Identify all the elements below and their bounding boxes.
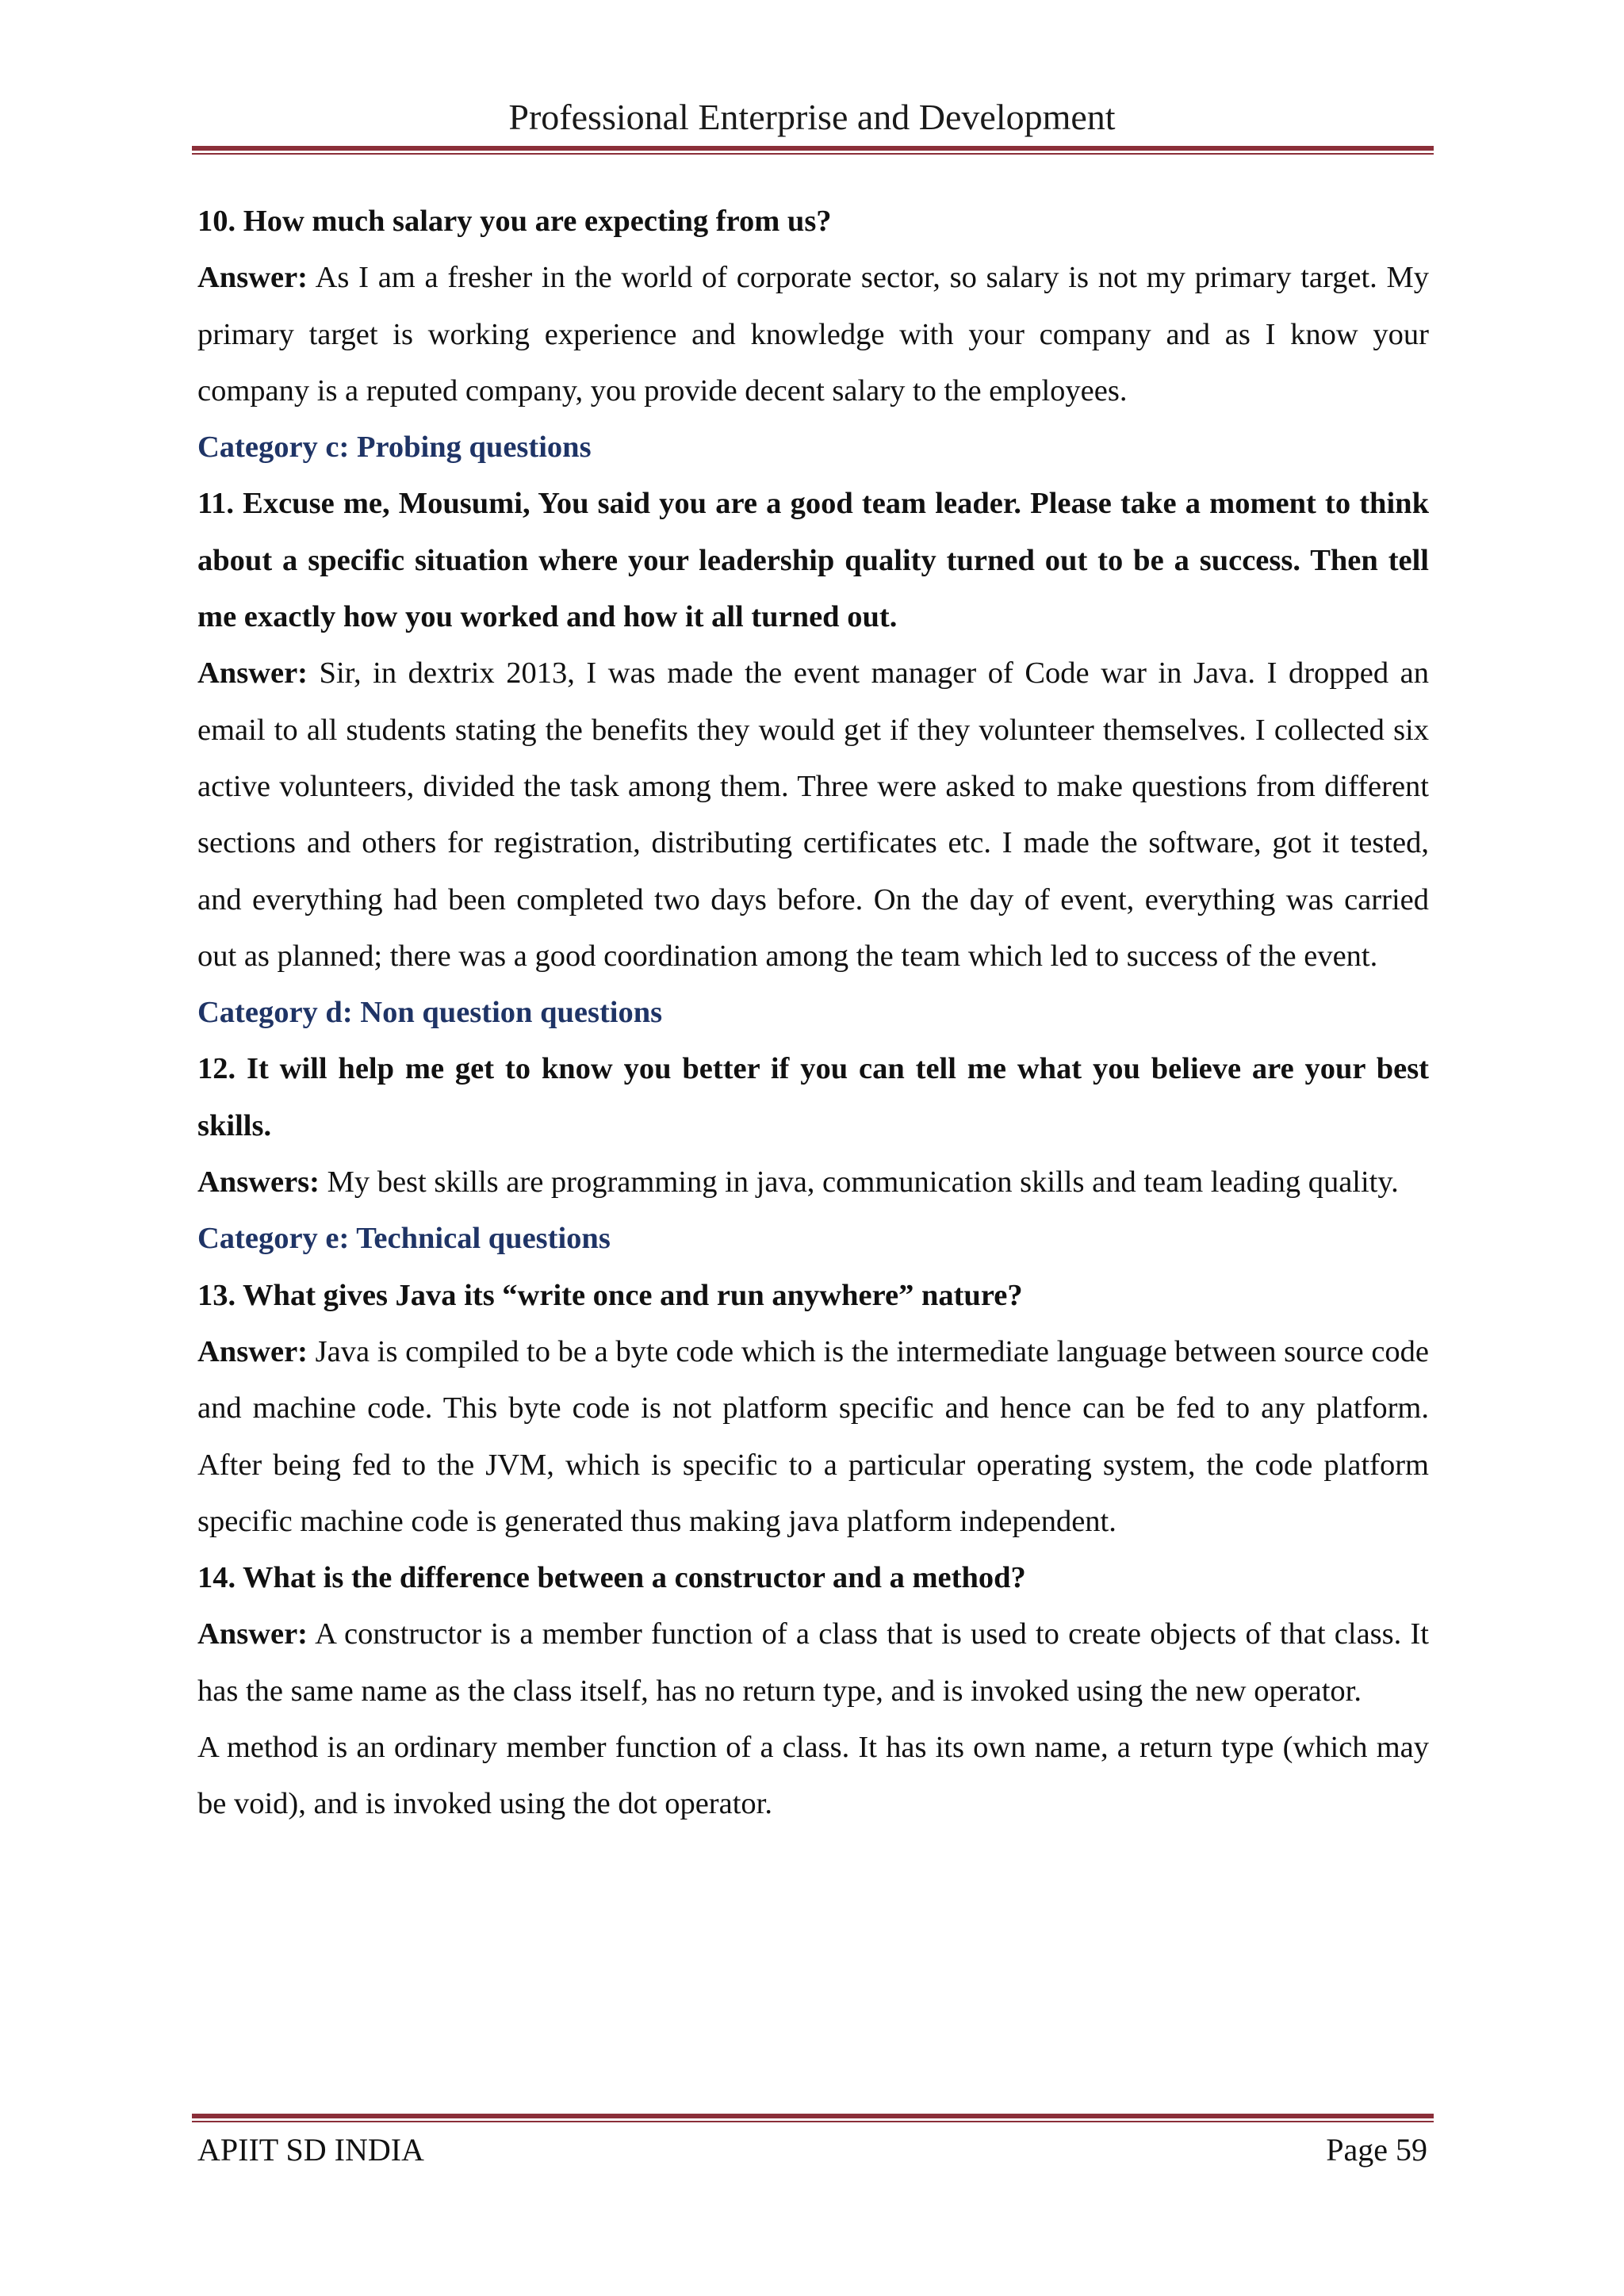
answer-label: Answer: [197, 1334, 308, 1368]
question-14: 14. What is the difference between a constructor and a method? [197, 1561, 1026, 1595]
answer-text: As I am a fresher in the world of corporate sector, so salary is not my primary target. My primary target is working experience and knowledge with your company and as I know your company is a reputed company, you provide decent salary to the employees. [197, 261, 1429, 408]
category-e-heading: Category e: Technical questions [197, 1222, 611, 1256]
answer-label: Answers: [197, 1165, 320, 1200]
question-10: 10. How much salary you are expecting from us? [197, 205, 832, 238]
answer-label: Answer: [197, 261, 308, 295]
answer-text: A constructor is a member function of a class that is used to create objects of that class. It has the same name as the class itself, has no return type, and is invoked using the new operator. [197, 1617, 1429, 1708]
category-c-heading: Category c: Probing questions [197, 430, 592, 465]
answer-12 [197, 1154, 1429, 1211]
answer-text: Sir, in dextrix 2013, I was made the event manager of Code war in Java. I dropped an email to all students stating the benefits they would get if they volunteer themselves. I collected six active volunteers, divided the task among them. Three were asked to make questions from different sections and others for registration, distributing certificates etc. I made the software, got it tested, and everything had been completed two days before. On the day of event, everything was carried out as planned; there was a good coordination among the team which led to success of the event. [197, 656, 1429, 973]
answer-11 [197, 645, 1429, 985]
answer-text: My best skills are programming in java, communication skills and team leading quality. [319, 1165, 1399, 1200]
page-content [197, 193, 1429, 1833]
answer-14-continued: A method is an ordinary member function of a class. It has its own name, a return type (which may be void), and is invoked using the dot operator. [197, 1731, 1429, 1821]
question-11: 11. Excuse me, Mousumi, You said you are a good team leader. Please take a moment to think about a specific situation where your leadership quality turned out to be a success. Then tell me exactly how you worked and how it all turned out. [197, 487, 1429, 634]
answer-label: Answer: [197, 1617, 308, 1651]
page-header-title: Professional Enterprise and Development [508, 97, 1116, 137]
header-rule [192, 146, 1434, 155]
footer-institution: APIIT SD INDIA [197, 2132, 424, 2168]
answer-14 [197, 1606, 1429, 1720]
question-13: 13. What gives Java its “write once and run anywhere” nature? [197, 1278, 1023, 1312]
answer-10 [197, 250, 1429, 419]
footer-rule [192, 2114, 1434, 2122]
category-d-heading: Category d: Non question questions [197, 996, 663, 1030]
answer-text: Java is compiled to be a byte code which is the intermediate language between source code and machine code. This byte code is not platform specific and hence can be fed to any platform. After being fed to the JVM, which is specific to a particular operating system, the code platform specific machine code is generated thus making java platform independent. [197, 1334, 1429, 1538]
answer-label: Answer: [197, 656, 308, 691]
question-12: 12. It will help me get to know you better if you can tell me what you believe are your best skills. [197, 1052, 1429, 1142]
page-number: Page 59 [1326, 2132, 1427, 2168]
answer-13 [197, 1324, 1429, 1550]
